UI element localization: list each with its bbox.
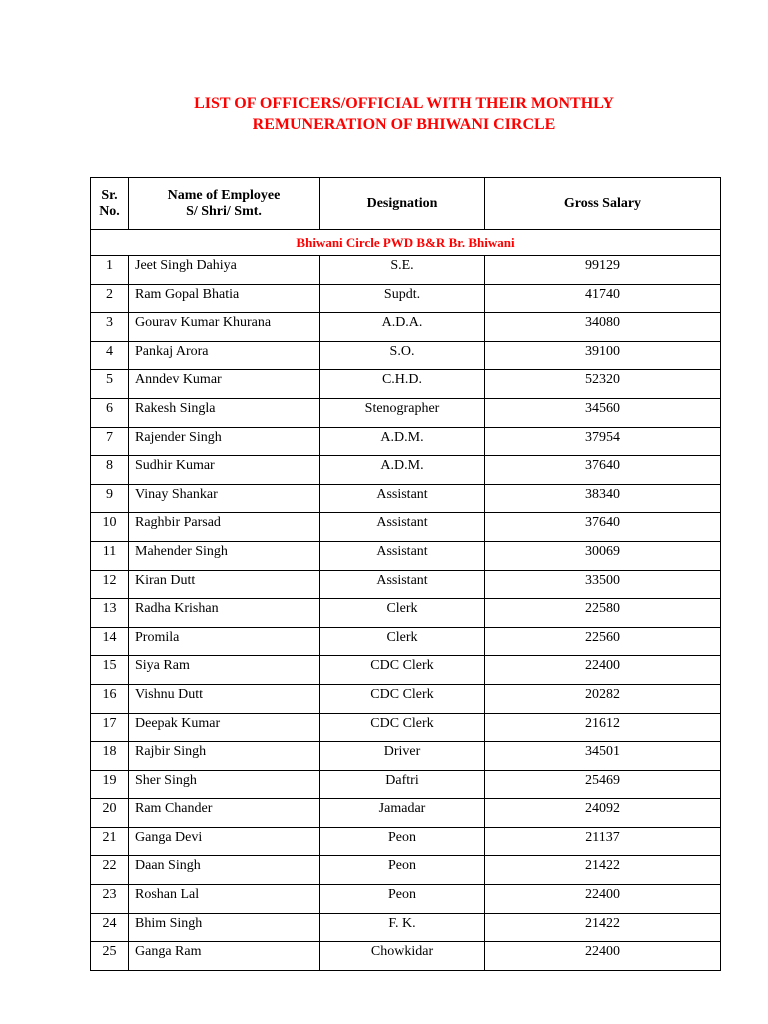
table-row xyxy=(91,541,721,570)
cell-gross-salary: 38340 xyxy=(485,484,721,513)
cell-employee-name: Jeet Singh Dahiya xyxy=(129,256,320,285)
cell-designation: Chowkidar xyxy=(320,942,485,971)
header-sr-line2: No. xyxy=(99,203,120,219)
document-title xyxy=(0,93,768,135)
table-row xyxy=(91,599,721,628)
table-row xyxy=(91,799,721,828)
cell-gross-salary: 37640 xyxy=(485,513,721,542)
cell-designation: Assistant xyxy=(320,513,485,542)
cell-gross-salary: 22400 xyxy=(485,656,721,685)
title-line-1: LIST OF OFFICERS/OFFICIAL WITH THEIR MONTHLY xyxy=(194,95,614,112)
cell-designation: Stenographer xyxy=(320,398,485,427)
cell-sr-no: 5 xyxy=(91,370,129,399)
cell-sr-no: 10 xyxy=(91,513,129,542)
table-row xyxy=(91,256,721,285)
header-row xyxy=(91,178,721,230)
cell-designation: Driver xyxy=(320,742,485,771)
cell-designation: CDC Clerk xyxy=(320,713,485,742)
table-row xyxy=(91,427,721,456)
cell-gross-salary: 21422 xyxy=(485,856,721,885)
cell-gross-salary: 22560 xyxy=(485,627,721,656)
cell-employee-name: Bhim Singh xyxy=(129,913,320,942)
cell-employee-name: Promila xyxy=(129,627,320,656)
table-row xyxy=(91,313,721,342)
cell-gross-salary: 34501 xyxy=(485,742,721,771)
cell-employee-name: Raghbir Parsad xyxy=(129,513,320,542)
cell-sr-no: 8 xyxy=(91,456,129,485)
cell-gross-salary: 52320 xyxy=(485,370,721,399)
cell-designation: C.H.D. xyxy=(320,370,485,399)
cell-employee-name: Anndev Kumar xyxy=(129,370,320,399)
cell-gross-salary: 25469 xyxy=(485,770,721,799)
cell-sr-no: 21 xyxy=(91,827,129,856)
cell-sr-no: 9 xyxy=(91,484,129,513)
cell-designation: Peon xyxy=(320,827,485,856)
cell-designation: A.D.A. xyxy=(320,313,485,342)
cell-sr-no: 13 xyxy=(91,599,129,628)
table-row xyxy=(91,827,721,856)
header-designation: Designation xyxy=(320,178,485,230)
cell-gross-salary: 34080 xyxy=(485,313,721,342)
cell-employee-name: Gourav Kumar Khurana xyxy=(129,313,320,342)
cell-designation: A.D.M. xyxy=(320,427,485,456)
employee-salary-table xyxy=(90,177,721,971)
cell-designation: Supdt. xyxy=(320,284,485,313)
cell-sr-no: 3 xyxy=(91,313,129,342)
table-row xyxy=(91,713,721,742)
cell-sr-no: 4 xyxy=(91,341,129,370)
header-name-line1: Name of Employee xyxy=(167,187,281,203)
cell-gross-salary: 22400 xyxy=(485,885,721,914)
cell-sr-no: 25 xyxy=(91,942,129,971)
table-row xyxy=(91,398,721,427)
cell-employee-name: Rakesh Singla xyxy=(129,398,320,427)
table-row xyxy=(91,284,721,313)
cell-sr-no: 14 xyxy=(91,627,129,656)
cell-gross-salary: 30069 xyxy=(485,541,721,570)
cell-employee-name: Ram Chander xyxy=(129,799,320,828)
cell-employee-name: Sudhir Kumar xyxy=(129,456,320,485)
cell-sr-no: 19 xyxy=(91,770,129,799)
cell-sr-no: 24 xyxy=(91,913,129,942)
cell-employee-name: Kiran Dutt xyxy=(129,570,320,599)
table-row xyxy=(91,484,721,513)
section-row xyxy=(91,230,721,256)
table-row xyxy=(91,742,721,771)
table-row xyxy=(91,913,721,942)
cell-employee-name: Vishnu Dutt xyxy=(129,684,320,713)
title-line-2: REMUNERATION OF BHIWANI CIRCLE xyxy=(252,116,556,133)
cell-sr-no: 15 xyxy=(91,656,129,685)
cell-employee-name: Ganga Devi xyxy=(129,827,320,856)
cell-sr-no: 16 xyxy=(91,684,129,713)
cell-sr-no: 22 xyxy=(91,856,129,885)
cell-sr-no: 17 xyxy=(91,713,129,742)
cell-gross-salary: 21612 xyxy=(485,713,721,742)
cell-designation: Clerk xyxy=(320,627,485,656)
header-name-line2: S/ Shri/ Smt. xyxy=(186,203,262,219)
cell-employee-name: Pankaj Arora xyxy=(129,341,320,370)
cell-designation: CDC Clerk xyxy=(320,684,485,713)
section-label: Bhiwani Circle PWD B&R Br. Bhiwani xyxy=(91,230,721,256)
header-sr-no xyxy=(91,178,129,230)
cell-designation: Daftri xyxy=(320,770,485,799)
cell-designation: Assistant xyxy=(320,570,485,599)
cell-sr-no: 20 xyxy=(91,799,129,828)
cell-sr-no: 11 xyxy=(91,541,129,570)
cell-designation: A.D.M. xyxy=(320,456,485,485)
cell-employee-name: Ganga Ram xyxy=(129,942,320,971)
table-row xyxy=(91,370,721,399)
cell-gross-salary: 20282 xyxy=(485,684,721,713)
cell-designation: F. K. xyxy=(320,913,485,942)
cell-gross-salary: 41740 xyxy=(485,284,721,313)
cell-designation: Clerk xyxy=(320,599,485,628)
table-row xyxy=(91,570,721,599)
cell-gross-salary: 21422 xyxy=(485,913,721,942)
table-row xyxy=(91,627,721,656)
cell-employee-name: Ram Gopal Bhatia xyxy=(129,284,320,313)
cell-sr-no: 18 xyxy=(91,742,129,771)
cell-designation: Jamadar xyxy=(320,799,485,828)
cell-gross-salary: 34560 xyxy=(485,398,721,427)
cell-designation: Peon xyxy=(320,856,485,885)
cell-employee-name: Radha Krishan xyxy=(129,599,320,628)
table-row xyxy=(91,942,721,971)
cell-sr-no: 6 xyxy=(91,398,129,427)
cell-employee-name: Rajender Singh xyxy=(129,427,320,456)
cell-gross-salary: 39100 xyxy=(485,341,721,370)
cell-sr-no: 12 xyxy=(91,570,129,599)
cell-gross-salary: 99129 xyxy=(485,256,721,285)
cell-gross-salary: 22400 xyxy=(485,942,721,971)
cell-designation: S.O. xyxy=(320,341,485,370)
table-row xyxy=(91,456,721,485)
cell-employee-name: Mahender Singh xyxy=(129,541,320,570)
cell-gross-salary: 21137 xyxy=(485,827,721,856)
cell-sr-no: 2 xyxy=(91,284,129,313)
cell-employee-name: Daan Singh xyxy=(129,856,320,885)
cell-designation: Assistant xyxy=(320,541,485,570)
cell-sr-no: 7 xyxy=(91,427,129,456)
table-row xyxy=(91,341,721,370)
table-row xyxy=(91,770,721,799)
table-row xyxy=(91,513,721,542)
cell-designation: S.E. xyxy=(320,256,485,285)
cell-employee-name: Vinay Shankar xyxy=(129,484,320,513)
table-row xyxy=(91,656,721,685)
cell-employee-name: Deepak Kumar xyxy=(129,713,320,742)
cell-employee-name: Sher Singh xyxy=(129,770,320,799)
cell-gross-salary: 37640 xyxy=(485,456,721,485)
cell-designation: CDC Clerk xyxy=(320,656,485,685)
cell-gross-salary: 33500 xyxy=(485,570,721,599)
header-gross-salary: Gross Salary xyxy=(485,178,721,230)
cell-employee-name: Rajbir Singh xyxy=(129,742,320,771)
cell-employee-name: Roshan Lal xyxy=(129,885,320,914)
table-row xyxy=(91,856,721,885)
cell-designation: Assistant xyxy=(320,484,485,513)
table-row xyxy=(91,684,721,713)
cell-gross-salary: 37954 xyxy=(485,427,721,456)
cell-gross-salary: 22580 xyxy=(485,599,721,628)
cell-sr-no: 23 xyxy=(91,885,129,914)
header-sr-line1: Sr. xyxy=(101,187,118,203)
cell-gross-salary: 24092 xyxy=(485,799,721,828)
header-employee-name xyxy=(129,178,320,230)
cell-employee-name: Siya Ram xyxy=(129,656,320,685)
table-row xyxy=(91,885,721,914)
cell-designation: Peon xyxy=(320,885,485,914)
cell-sr-no: 1 xyxy=(91,256,129,285)
